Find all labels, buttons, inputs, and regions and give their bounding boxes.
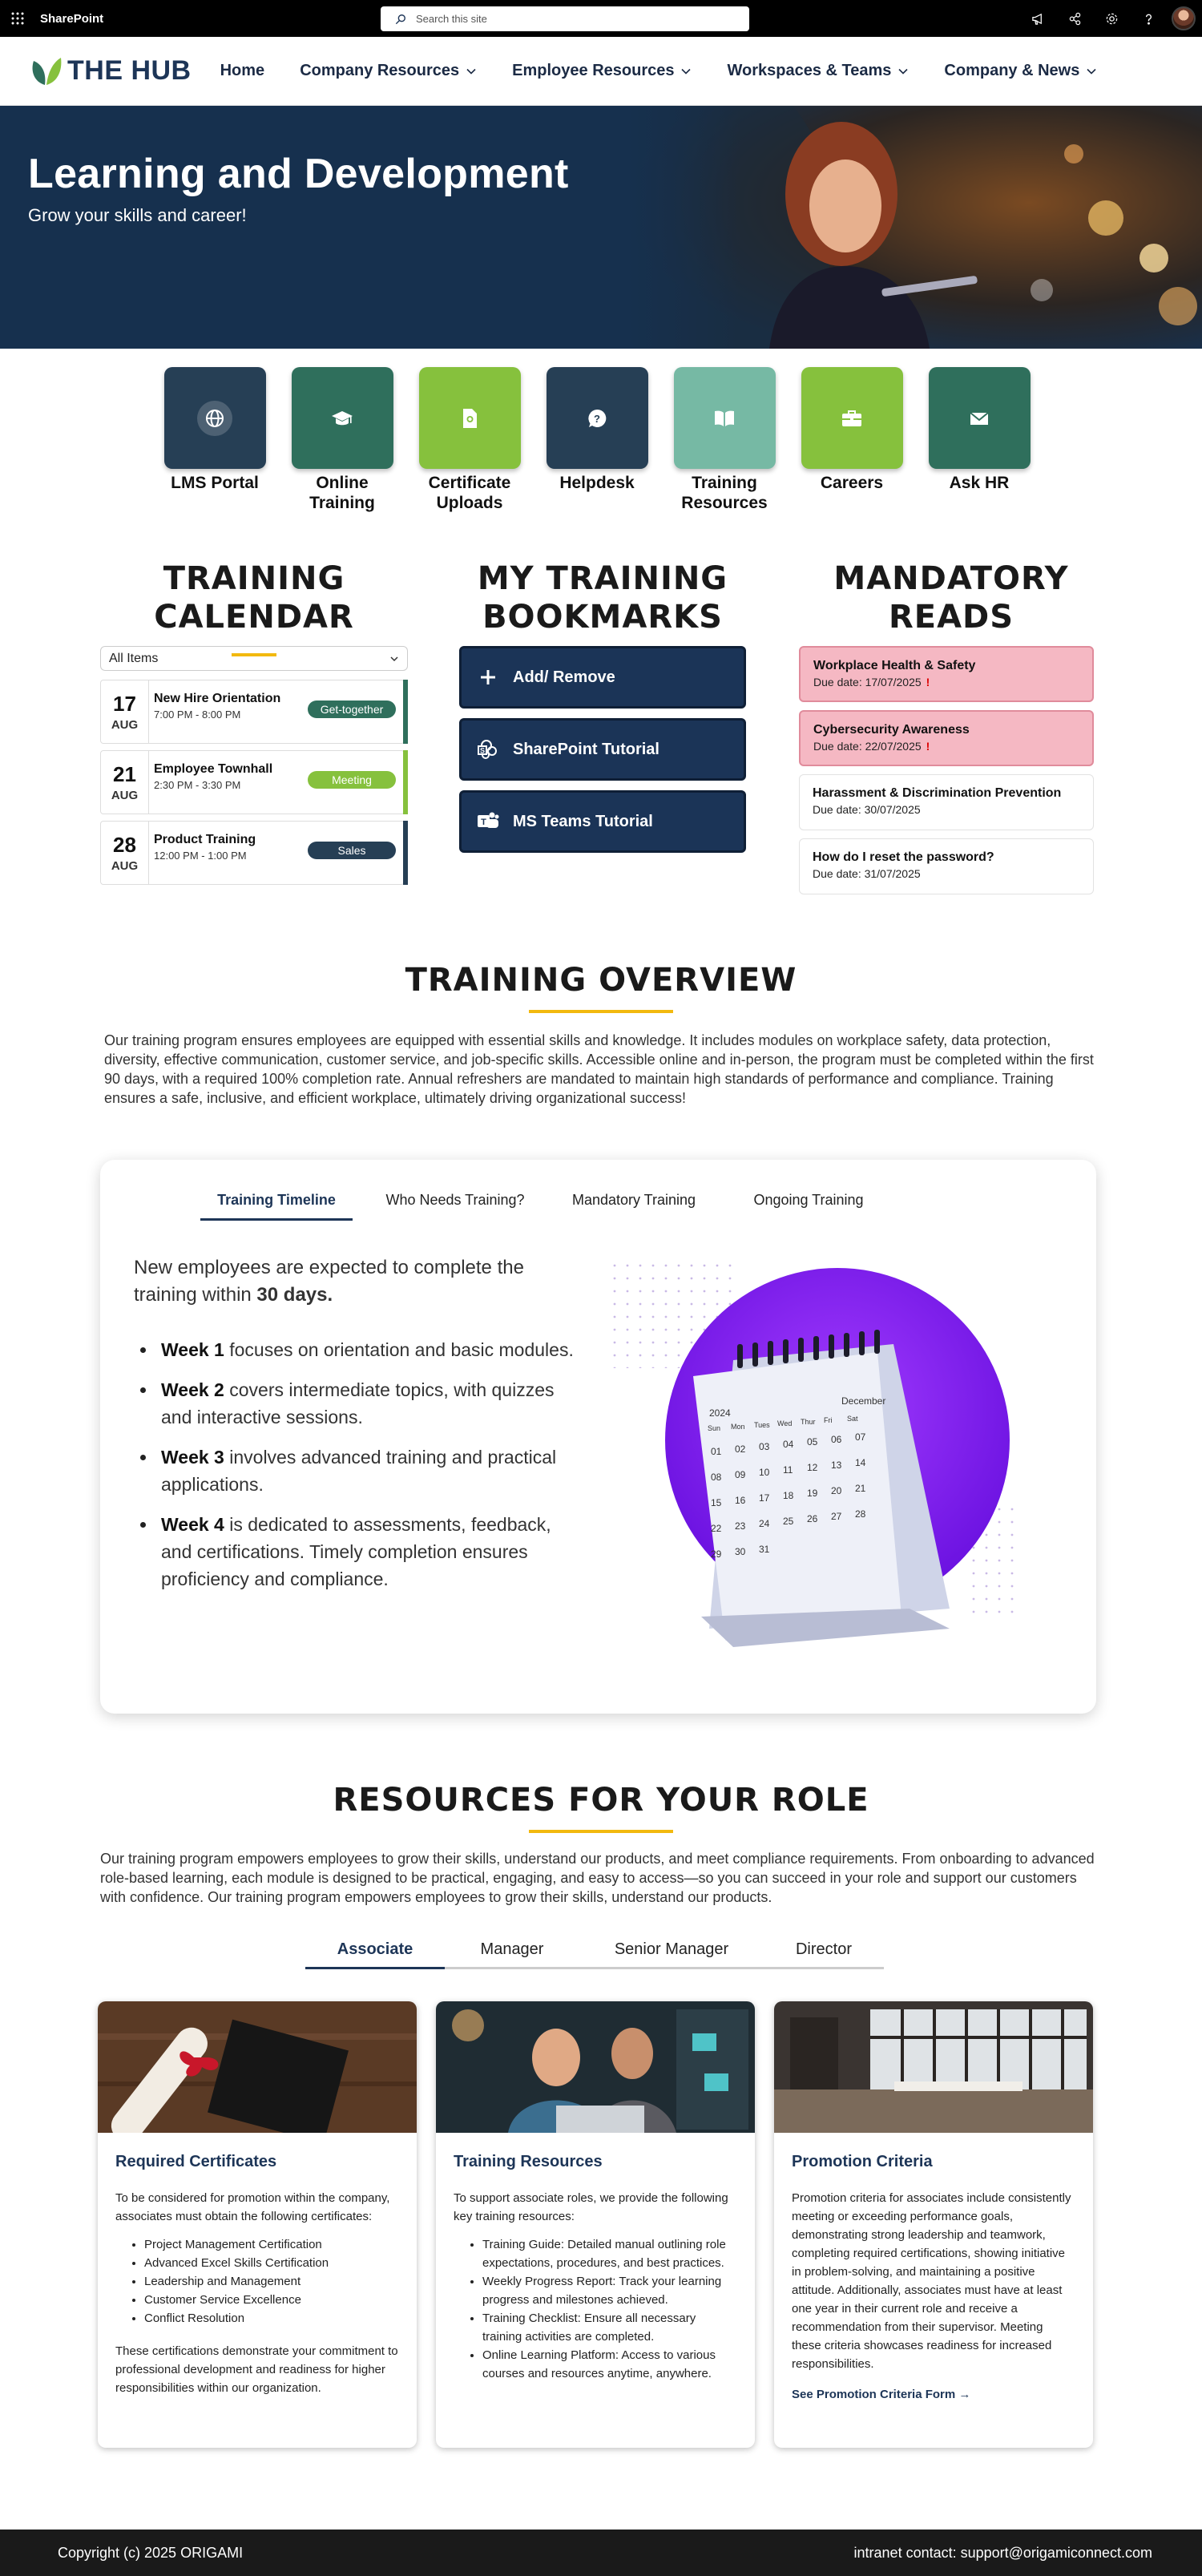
week-text: covers intermediate topics, with quizzes and interactive sessions. (161, 1379, 555, 1428)
nav-home[interactable]: Home (220, 62, 265, 79)
card-intro: To be considered for promotion within the company, associates must obtain the following certificates: (115, 2191, 390, 2224)
quick-link-tile (547, 367, 648, 469)
hero-photo-woman-with-phone (625, 106, 1202, 349)
binder-ring (874, 1330, 880, 1354)
calendar-date: 11 (783, 1464, 793, 1476)
calendar-date: 10 (759, 1467, 770, 1479)
diploma-photo (98, 2001, 417, 2133)
certificate-list (144, 2235, 399, 2328)
calendar-date: 31 (759, 1544, 770, 1556)
list-item (134, 1376, 583, 1431)
event-day: 21 (113, 762, 136, 787)
bookmarks-title (449, 559, 756, 636)
list-item (134, 1511, 583, 1593)
tab-senior-manager[interactable]: Senior Manager (579, 1940, 764, 1969)
event-category-tag: Get-together (308, 701, 396, 718)
app-launcher-icon[interactable] (0, 0, 35, 37)
calendar-date: 20 (831, 1485, 842, 1497)
intro-bold: 30 days. (256, 1284, 333, 1306)
event-title: Product Training (154, 833, 256, 847)
quick-link-label: Online Training (309, 474, 375, 513)
nav-company-resources[interactable] (300, 62, 477, 80)
event-day: 28 (113, 833, 136, 858)
calendar-date: 04 (783, 1439, 794, 1451)
read-title: Workplace Health & Safety (813, 659, 976, 673)
calendar-date: 16 (735, 1495, 746, 1507)
card-title: Training Resources (454, 2153, 603, 2171)
calendar-date: 29 (711, 1548, 722, 1561)
event-month: AUG (111, 789, 139, 803)
event-date (101, 751, 149, 814)
event-date (101, 680, 149, 743)
event-title: Employee Townhall (154, 762, 273, 777)
briefcase-icon (841, 407, 863, 430)
settings-gear-icon[interactable] (1093, 0, 1130, 37)
bookmark-label: Add/ Remove (513, 668, 615, 686)
user-avatar[interactable] (1172, 6, 1196, 30)
binder-ring (798, 1338, 804, 1362)
nav-label: Company Resources (300, 62, 460, 79)
list-item: • Leadership and Management (144, 2272, 399, 2291)
event-month: AUG (111, 859, 139, 874)
intro-text: New employees are expected to complete the training within (134, 1257, 524, 1306)
plus-icon (476, 665, 500, 689)
calendar-date: 13 (831, 1460, 842, 1472)
bookmark-add-remove-button[interactable] (459, 646, 746, 709)
binder-ring (768, 1341, 773, 1365)
read-title: How do I reset the password? (813, 850, 994, 865)
mandatory-read-item[interactable] (799, 838, 1094, 894)
chevron-down-icon (1086, 66, 1097, 77)
quick-link-careers[interactable] (801, 367, 903, 513)
overdue-alert-icon: ! (926, 676, 930, 689)
tab-training-timeline[interactable]: Training Timeline (200, 1192, 353, 1221)
read-title: Cybersecurity Awareness (813, 723, 970, 737)
graduation-cap-icon (331, 407, 353, 430)
top-navigation (0, 37, 1202, 106)
list-item: • Customer Service Excellence (144, 2291, 399, 2309)
calendar-weekday: Thur (801, 1418, 816, 1427)
binder-ring (783, 1339, 789, 1363)
week-label: Week 2 (161, 1379, 224, 1401)
week-text: is dedicated to assessments, feedback, and certifications. Timely completion ensures proficiency and compliance. (161, 1514, 551, 1590)
quick-link-helpdesk[interactable] (547, 367, 648, 513)
svg-text:?: ? (594, 412, 600, 425)
list-item: • Advanced Excel Skills Certification (144, 2254, 399, 2272)
quick-links (0, 367, 1202, 513)
event-category-tag: Meeting (308, 771, 396, 789)
list-item: • Weekly Progress Report: Track your learning progress and milestones achieved. (482, 2272, 737, 2309)
training-timeline-card (100, 1160, 1096, 1714)
event-time: 7:00 PM - 8:00 PM (154, 709, 241, 721)
event-category-tag: Sales (308, 842, 396, 859)
logo-text: THE HUB (67, 55, 192, 86)
quick-link-tile (929, 367, 1031, 469)
team-laptop-photo (436, 2001, 755, 2133)
training-resources-card (436, 2001, 755, 2448)
title-line: TRAINING (163, 560, 345, 598)
nav-company-news[interactable] (944, 62, 1097, 80)
quick-link-ask-hr[interactable] (929, 367, 1031, 513)
nav-workspaces-teams[interactable] (727, 62, 909, 80)
contact-text[interactable]: intranet contact: support@origamiconnect.com (853, 2544, 1152, 2561)
title-line: READS (888, 599, 1014, 636)
event-item[interactable] (100, 680, 405, 744)
calendar-date: 26 (807, 1513, 818, 1525)
calendar-date: 22 (711, 1523, 722, 1535)
quick-link-label: Ask HR (949, 474, 1010, 492)
calendar-weekday: Mon (731, 1423, 745, 1431)
calendar-date: 17 (759, 1492, 770, 1504)
quick-link-tile (419, 367, 521, 469)
chevron-down-icon (897, 66, 909, 77)
training-overview-title: TRAINING OVERVIEW (405, 962, 797, 999)
training-overview-text: Our training program ensures employees are equipped with essential skills and knowledge. It includes modules on workplace safety, data protection, diversity, effective communication, customer service, and job-specific skills. Accessible online and in-person, the program must be completed within the first 90 days, with a required 100% completion rate. Annual refreshers are mandated to maintain high standards of performance and compliance. Training ensures a safe, inclusive, and efficient workplace, ultimately driving organizational success! (104, 1032, 1094, 1107)
resources-title: RESOURCES FOR YOUR ROLE (333, 1782, 869, 1819)
calendar-date: 18 (783, 1490, 794, 1502)
quick-link-label: LMS Portal (171, 474, 259, 492)
list-item (134, 1336, 583, 1363)
read-due-date: Due date: 30/07/2025 (813, 803, 921, 817)
nav-label: Employee Resources (512, 62, 675, 79)
list-item: • Training Checklist: Ensure all necessary training activities are completed. (482, 2309, 737, 2346)
mandatory-read-item[interactable] (799, 646, 1094, 702)
event-day: 17 (113, 692, 136, 717)
calendar-date: 21 (855, 1483, 866, 1495)
overdue-alert-icon: ! (926, 740, 930, 753)
calendar-date: 01 (711, 1446, 722, 1458)
calendar-date: 06 (831, 1434, 842, 1446)
svg-text:S: S (479, 746, 486, 755)
list-item: • Conflict Resolution (144, 2309, 399, 2328)
suite-bar (0, 0, 1202, 37)
title-line: BOOKMARKS (482, 599, 723, 636)
week-text: involves advanced training and practical applications. (161, 1447, 557, 1496)
svg-text:T: T (481, 818, 486, 828)
calendar-year: 2024 (709, 1407, 731, 1419)
list-item: • Project Management Certification (144, 2235, 399, 2254)
search-placeholder: Search this site (416, 13, 487, 25)
certificate-file-icon (458, 407, 481, 430)
binder-ring (813, 1336, 819, 1360)
mandatory-reads-title (797, 559, 1105, 636)
calendar-month: December (841, 1395, 886, 1407)
calendar-filter-dropdown[interactable] (100, 646, 408, 671)
calendar-weekday: Wed (777, 1419, 793, 1428)
nav-label: Workspaces & Teams (727, 62, 892, 79)
office-photo (774, 2001, 1093, 2133)
event-time: 12:00 PM - 1:00 PM (154, 850, 247, 862)
mandatory-read-item[interactable] (799, 710, 1094, 766)
title-underline (529, 1830, 673, 1833)
binder-ring (859, 1331, 865, 1355)
calendar-weekday: Tues (754, 1421, 770, 1430)
week-text: focuses on orientation and basic modules. (229, 1339, 574, 1361)
calendar-date: 19 (807, 1488, 818, 1500)
quick-link-online-training[interactable] (292, 367, 393, 513)
binder-ring (829, 1334, 834, 1359)
footer (0, 2530, 1202, 2576)
card-title: Required Certificates (115, 2153, 277, 2171)
calendar-date: 02 (735, 1443, 746, 1456)
list-item (134, 1443, 583, 1498)
sharepoint-link[interactable]: SharePoint (40, 11, 104, 26)
leaf-logo-icon (27, 53, 64, 90)
chevron-down-icon (389, 654, 399, 664)
bookmark-sharepoint-tutorial[interactable] (459, 718, 746, 781)
bookmark-label: MS Teams Tutorial (513, 812, 653, 830)
dropdown-value: All Items (109, 651, 159, 665)
calendar-date: 05 (807, 1436, 818, 1448)
title-line: CALENDAR (154, 599, 354, 636)
calendar-date: 03 (759, 1441, 770, 1453)
promotion-criteria-form-link[interactable]: See Promotion Criteria Form → (792, 2388, 971, 2402)
tab-associate[interactable]: Associate (305, 1940, 445, 1969)
read-title: Harassment & Discrimination Prevention (813, 786, 1062, 801)
week-label: Week 3 (161, 1447, 224, 1468)
card-outro: These certifications demonstrate your commitment to professional development and readiness for higher responsibilities within our organization. (115, 2344, 398, 2396)
timeline-intro (134, 1254, 583, 1309)
calendar-weekday: Sun (708, 1424, 721, 1433)
card-intro: To support associate roles, we provide the following key training resources: (454, 2191, 728, 2224)
copyright-text: Copyright (c) 2025 ORIGAMI (58, 2544, 244, 2561)
calendar-date: 14 (855, 1457, 866, 1469)
required-certificates-card (98, 2001, 417, 2448)
three-column-section (0, 513, 1202, 962)
share-network-icon[interactable] (1056, 0, 1093, 37)
search-icon (395, 14, 406, 25)
card-text: Promotion criteria for associates include consistently meeting or exceeding performance goals, demonstrating strong leadership and teamwork, completing required certifications, showing initiative in problem-solving, and maintaining a positive attitude. Additionally, associates must have at least one year in their current role and receive a recommendation from their supervisor. Meeting these criteria showcases readiness for increased responsibilities. (792, 2191, 1071, 2372)
nav-employee-resources[interactable] (512, 62, 692, 80)
globe-icon (204, 407, 226, 430)
calendar-date: 27 (831, 1511, 842, 1523)
sharepoint-icon (476, 737, 500, 761)
calendar-date: 09 (735, 1469, 746, 1481)
tab-director[interactable]: Director (764, 1940, 884, 1969)
calendar-date: 12 (807, 1462, 818, 1474)
promotion-criteria-card (774, 2001, 1093, 2448)
event-color-bar (403, 821, 408, 885)
calendar-date: 30 (735, 1546, 746, 1558)
event-color-bar (403, 750, 408, 814)
nav-label: Company & News (944, 62, 1080, 79)
calendar-date: 08 (711, 1472, 722, 1484)
role-cards (98, 2001, 1202, 2448)
tab-who-needs-training[interactable]: Who Needs Training? (385, 1192, 525, 1209)
envelope-icon (968, 407, 990, 430)
quick-link-training-resources[interactable] (674, 367, 776, 513)
search-box[interactable] (381, 6, 749, 31)
quick-link-lms-portal[interactable] (164, 367, 266, 513)
event-item[interactable] (100, 750, 405, 814)
help-bubble-icon (586, 407, 608, 430)
quick-link-label: Training Resources (681, 474, 768, 513)
teams-icon (476, 810, 500, 834)
event-title: New Hire Orientation (154, 692, 281, 706)
calendar-date: 28 (855, 1508, 866, 1520)
quick-link-tile (164, 367, 266, 469)
title-line: MANDATORY (833, 560, 1069, 598)
mandatory-read-item[interactable] (799, 774, 1094, 830)
role-tabs (0, 1940, 1202, 1969)
training-resource-list (482, 2235, 737, 2383)
chevron-down-icon (466, 66, 477, 77)
tab-manager[interactable]: Manager (445, 1940, 579, 1969)
event-time: 2:30 PM - 3:30 PM (154, 779, 241, 792)
chevron-down-icon (680, 66, 692, 77)
event-month: AUG (111, 718, 139, 733)
binder-ring (844, 1333, 849, 1357)
card-title: Promotion Criteria (792, 2153, 933, 2171)
calendar-date: 15 (711, 1497, 722, 1509)
quick-link-tile (801, 367, 903, 469)
bookmark-ms-teams-tutorial[interactable] (459, 790, 746, 853)
calendar-date: 23 (735, 1520, 746, 1532)
quick-link-label: Careers (820, 474, 884, 492)
quick-link-tile (674, 367, 776, 469)
site-logo[interactable] (27, 53, 192, 90)
quick-link-tile (292, 367, 393, 469)
quick-link-label: Helpdesk (559, 474, 635, 492)
calendar-weekday: Fri (824, 1416, 833, 1425)
binder-ring (752, 1343, 758, 1367)
title-line: MY TRAINING (477, 560, 728, 598)
calendar-date: 07 (855, 1431, 866, 1443)
hero-title: Learning and Development (28, 151, 569, 197)
bookmark-label: SharePoint Tutorial (513, 740, 659, 758)
week-label: Week 4 (161, 1514, 224, 1536)
title-underline (529, 1010, 673, 1013)
resources-text: Our training program empowers employees to grow their skills, understand our products, and meet compliance requirements. From onboarding to advanced role-based learning, each module is designed to be practical, engaging, and easy to access—so you can succeed in your role and support our customers with confidence. Our training program empowers employees to grow their skills, understand our products. (100, 1851, 1095, 1906)
binder-ring (737, 1344, 743, 1368)
quick-link-certificate-uploads[interactable] (419, 367, 521, 513)
open-book-icon (713, 407, 736, 430)
weekly-timeline-list (134, 1336, 583, 1605)
list-item: • Online Learning Platform: Access to various courses and resources anytime, anywhere. (482, 2346, 737, 2383)
tab-ongoing-training[interactable]: Ongoing Training (753, 1192, 864, 1209)
megaphone-icon[interactable] (1019, 0, 1056, 37)
calendar-date: 24 (759, 1518, 770, 1530)
event-item[interactable] (100, 821, 405, 885)
event-date (101, 822, 149, 884)
read-due-date: Due date: 22/07/2025 (813, 740, 922, 753)
quick-link-label: Certificate Uploads (428, 474, 511, 513)
desk-calendar-illustration (613, 1264, 1030, 1681)
read-due-date: Due date: 31/07/2025 (813, 867, 921, 881)
hero-subtitle: Grow your skills and career! (28, 205, 247, 225)
calendar-date: 25 (783, 1516, 794, 1528)
event-color-bar (403, 680, 408, 744)
read-due-date: Due date: 17/07/2025 (813, 676, 922, 689)
list-item: • Training Guide: Detailed manual outlining role expectations, procedures, and best practices. (482, 2235, 737, 2272)
timeline-tabs (200, 1192, 885, 1221)
hero-banner (0, 106, 1202, 349)
calendar-weekday: Sat (847, 1415, 858, 1423)
tab-mandatory-training[interactable]: Mandatory Training (571, 1192, 696, 1209)
week-label: Week 1 (161, 1339, 224, 1361)
training-calendar-title (100, 559, 408, 636)
help-icon[interactable] (1130, 0, 1167, 37)
